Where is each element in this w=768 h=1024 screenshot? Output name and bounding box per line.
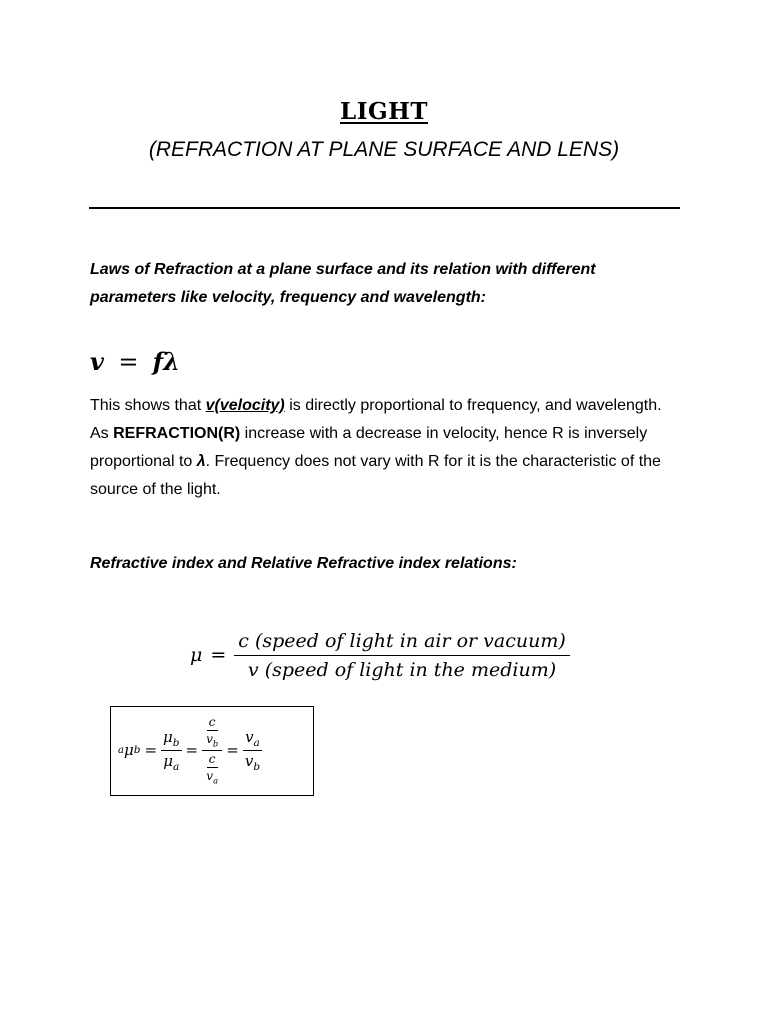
mu-b: μ [163,727,173,746]
horizontal-divider [89,207,680,209]
prefix-a: a [118,744,124,756]
refraction-term: REFRACTION(R) [113,425,241,442]
fraction-numerator: c (speed of light in air or vacuum) [234,630,569,656]
v-b-sub: b [253,760,261,773]
vb-v: v [206,732,213,747]
mu-a-sub: a [173,760,180,773]
speed-ratio-fraction [234,630,569,681]
compound-fraction [202,715,222,785]
mu-b-sub: b [172,736,180,749]
velocity-ratio-fraction [243,728,262,773]
mu-a: μ [163,751,174,770]
va-v: v [206,768,214,783]
para-text-2: is directly proportional to frequency, and wavelength. As [90,397,662,442]
c-over-vb [204,715,220,748]
para-text-3: increase with a decrease in velocity, hence R is inversely proportional to [90,425,648,470]
v-b: v [244,751,254,770]
laws-heading-line-2: parameters like velocity, frequency and wavelength: [90,289,486,306]
compound-numerator [202,715,222,750]
wave-equation-equals: = [118,348,139,376]
mu-symbol-lhs: μ [123,741,134,759]
va-sub: a [213,774,219,785]
v-a: v [245,727,254,746]
c-over-vb-num: c [208,715,216,730]
vb-sub: b [212,738,219,749]
refractive-index-heading: Refractive index and Relative Refractive index relations: [90,555,517,572]
laws-heading [90,256,690,312]
wave-equation-rhs: fλ [152,347,180,376]
equals-sign-3: = [226,741,239,759]
page-title: LIGHT [340,98,428,125]
velocity-term: v(velocity) [205,397,285,414]
laws-heading-line-1: Laws of Refraction at a plane surface and its relation with different [90,261,596,278]
explanation-paragraph [90,392,680,504]
para-text-1: This shows that [90,397,206,414]
c-over-va-den [204,768,220,785]
mu-ratio-numerator [161,728,181,751]
mu-ratio-fraction [161,728,181,773]
refractive-index-equation [190,622,570,688]
wave-equation [90,347,180,376]
subscript-b: b [133,744,141,756]
fraction-denominator: v (speed of light in the medium) [247,658,557,681]
mu-ratio-denominator [161,751,181,773]
c-over-va-num: c [208,751,216,766]
equals-sign-1: = [144,741,158,759]
compound-denominator [202,751,222,785]
velocity-ratio-denominator [243,751,262,773]
page-subtitle: (REFRACTION AT PLANE SURFACE AND LENS) [148,138,620,161]
lambda-symbol: λ [196,453,206,470]
equals-sign: = [210,644,227,666]
equals-sign-2: = [185,741,199,759]
v-a-sub: a [253,736,260,749]
c-over-va [204,752,220,785]
c-over-vb-den [204,731,220,748]
para-text-4: . Frequency does not vary with R for it is the characteristic of the source of the light. [90,453,661,498]
relative-index-relation [118,708,262,792]
mu-symbol: μ [190,644,203,666]
wave-equation-lhs: v [90,347,104,376]
velocity-ratio-numerator [243,728,262,751]
